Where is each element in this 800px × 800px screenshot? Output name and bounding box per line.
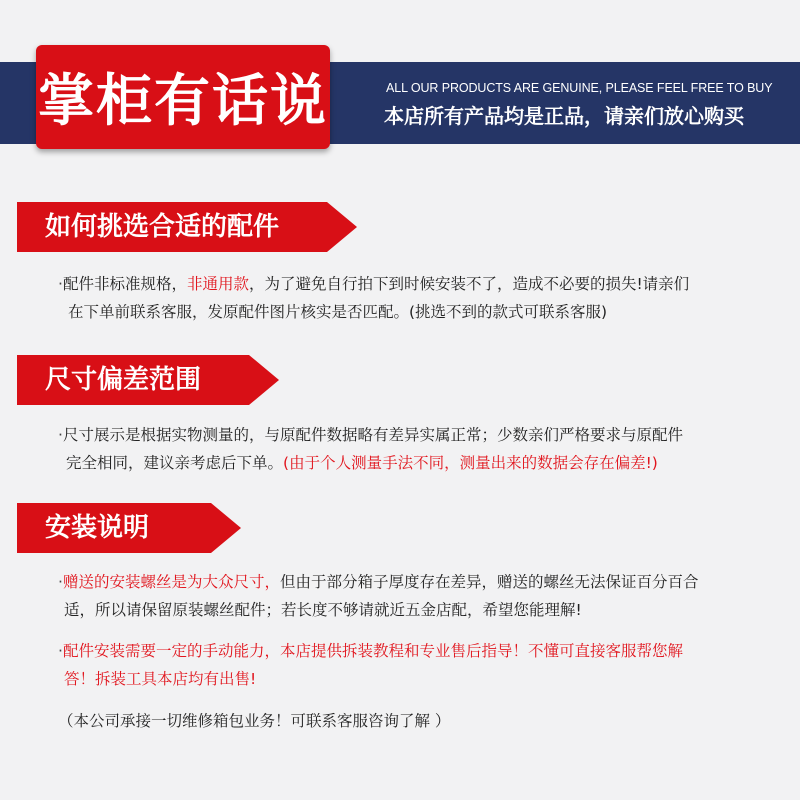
section-text-installation-support xyxy=(58,637,683,693)
text-fragment: 完全相同，建议亲考虑后下单。 xyxy=(66,454,284,472)
section-banner-size-deviation xyxy=(17,355,279,405)
highlight-text: 赠送的安装螺丝是为大众尺寸， xyxy=(62,573,280,591)
bullet: · xyxy=(58,275,63,293)
bullet: · xyxy=(58,426,63,444)
section-text-choose-parts xyxy=(58,270,689,326)
header-chinese-slogan: 本店所有产品均是正品，请亲们放心购买 xyxy=(384,104,744,128)
text-fragment: ，为了避免自行拍下到时候安装不了，造成不必要的损失!请亲们 xyxy=(248,275,690,293)
header-english-slogan: ALL OUR PRODUCTS ARE GENUINE, PLEASE FEEL FREE TO BUY xyxy=(386,81,773,95)
section-heading: 尺寸偏差范围 xyxy=(17,355,249,405)
section-heading: 安装说明 xyxy=(17,503,211,553)
section-banner-choose-parts xyxy=(17,202,357,252)
repair-service-note: （本公司承接一切维修箱包业务！可联系客服咨询了解 ） xyxy=(58,712,451,730)
highlight-text: (由于个人测量手法不同，测量出来的数据会存在偏差!) xyxy=(283,454,658,472)
banner-arrow xyxy=(249,355,279,405)
banner-arrow xyxy=(327,202,357,252)
bullet: · xyxy=(58,642,63,660)
bullet: · xyxy=(58,573,63,591)
text-fragment: 尺寸展示是根据实物测量的，与原配件数据略有差异实属正常；少数亲们严格要求与原配件 xyxy=(62,426,683,444)
section-heading: 如何挑选合适的配件 xyxy=(17,202,327,252)
section-text-size-deviation xyxy=(58,421,683,477)
section-text-installation-screws xyxy=(58,568,698,624)
text-line: 在下单前联系客服，发原配件图片核实是否匹配。(挑选不到的款式可联系客服) xyxy=(68,303,608,321)
section-banner-installation xyxy=(17,503,241,553)
text-fragment: 配件安装需要一定的手动能力，本店提供拆装教程和专业售后指导！不懂可直接客服帮您解 xyxy=(62,642,683,660)
text-fragment: 配件非标准规格， xyxy=(62,275,187,293)
text-line: 适，所以请保留原装螺丝配件；若长度不够请就近五金店配，希望您能理解! xyxy=(64,601,582,619)
text-fragment: 但由于部分箱子厚度存在差异，赠送的螺丝无法保证百分百合 xyxy=(279,573,699,591)
shopkeeper-title: 掌柜有话说 xyxy=(38,69,328,134)
shopkeeper-title-box xyxy=(36,45,330,149)
text-line: 答！拆装工具本店均有出售! xyxy=(64,670,257,688)
banner-arrow xyxy=(211,503,241,553)
highlight-text: 非通用款 xyxy=(186,275,249,293)
